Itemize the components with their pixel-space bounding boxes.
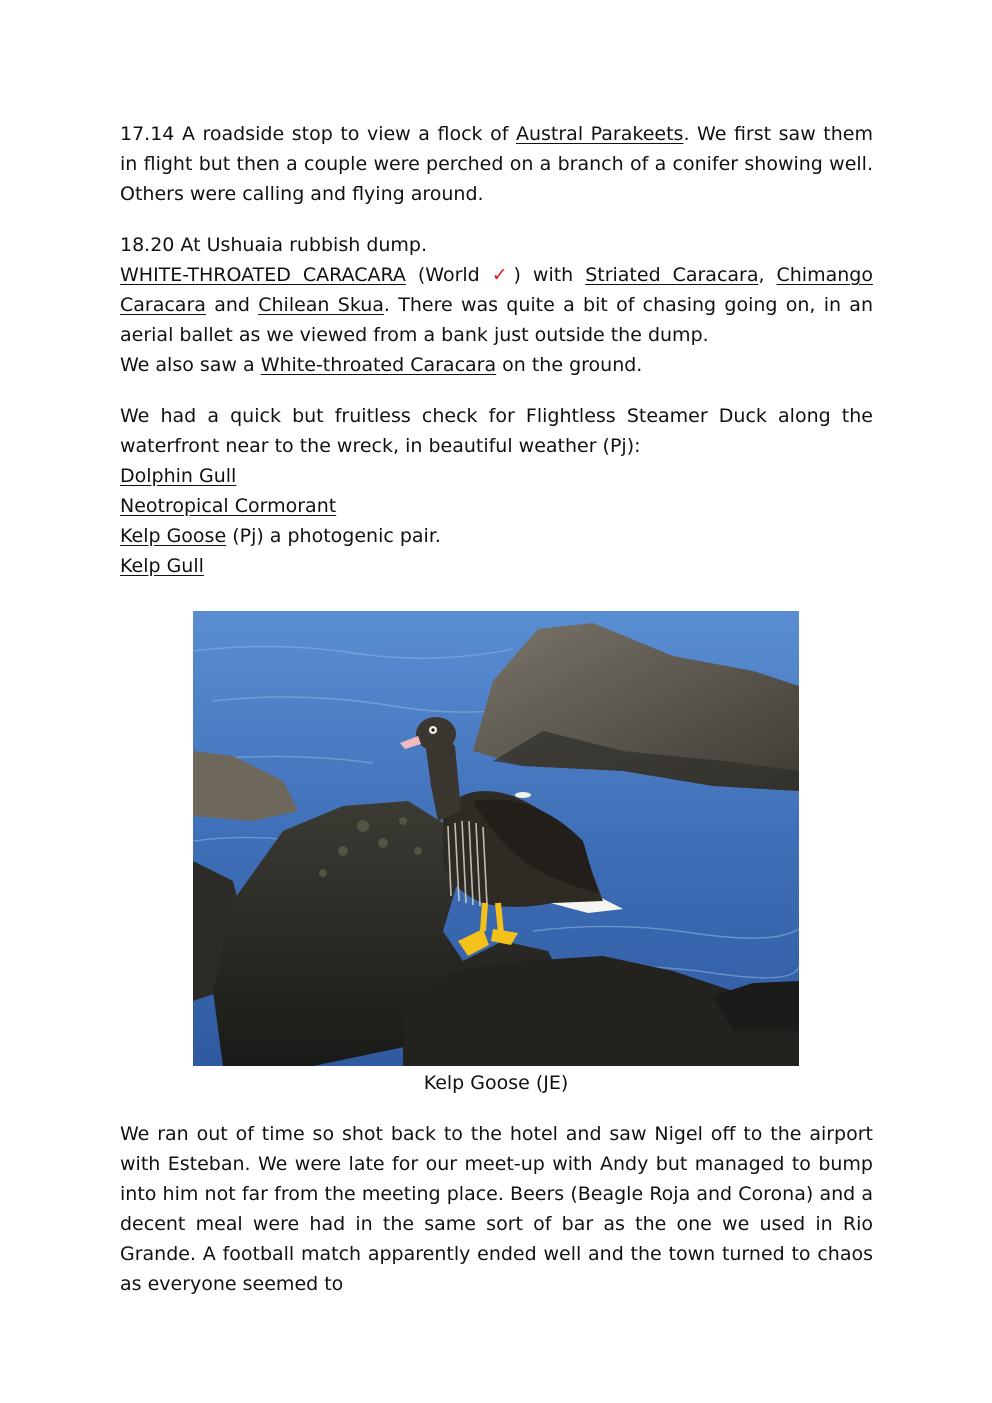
species-link: White-throated Caracara [260,354,497,376]
species-link: Chilean Skua [258,294,384,316]
diary-text [120,119,873,581]
photo-caption: Kelp Goose (JE) [423,1072,569,1094]
species-list-item [120,461,873,491]
species-link: WHITE-THROATED CARACARA [120,264,406,286]
diary-text-continued [120,1119,873,1299]
species-link: Austral Parakeets [515,123,684,145]
species-list-item [120,551,873,581]
bird-head [416,717,456,751]
also-saw-line: We also saw a White-throated Caracara on the ground. [120,354,643,376]
species-link: Dolphin Gull [120,465,237,487]
species-list-item: Kelp Goose (Pj) a photogenic pair. [120,525,441,547]
paragraph-evening: We ran out of time so shot back to the hotel and saw Nigel off to the airport with Esteban. We were late for our meet-up with Andy but managed to bump into him not far from the meeting place. Beers (Beagle Roja and Corona) and a decent meal were had in the same sort of bar as the one we used in Rio Grande. A football match apparently ended well and the town turned to chaos as everyone seemed to [120,1123,873,1295]
paragraph-caracara: WHITE-THROATED CARACARA (World ✓) with Striated Caracara, Chimango Caracara and Chilean Skua. There was quite a bit of chasing going on, in an aerial ballet as we viewed from a bank just outside the dump. [120,264,873,346]
species-link: Striated Caracara [585,264,759,286]
paragraph-waterfront: We had a quick but fruitless check for Flightless Steamer Duck along the waterfront near to the wreck, in beautiful weather (Pj): [120,405,873,457]
species-list-item [120,491,873,521]
species-link: Neotropical Cormorant [120,495,337,517]
checkmark-icon: ✓ [491,264,514,286]
species-link: Kelp Goose [120,525,227,547]
entry-heading: 18.20 At Ushuaia rubbish dump. [120,234,428,256]
species-link: Kelp Gull [120,555,204,577]
paragraph-parakeets: 17.14 A roadside stop to view a flock of Austral Parakeets. We first saw them in flight but then a couple were perched on a branch of a conifer showing well. Others were calling and flying around. [120,123,873,205]
kelp-goose-photo [193,611,799,1066]
species-link: Chimango Caracara [120,264,873,316]
